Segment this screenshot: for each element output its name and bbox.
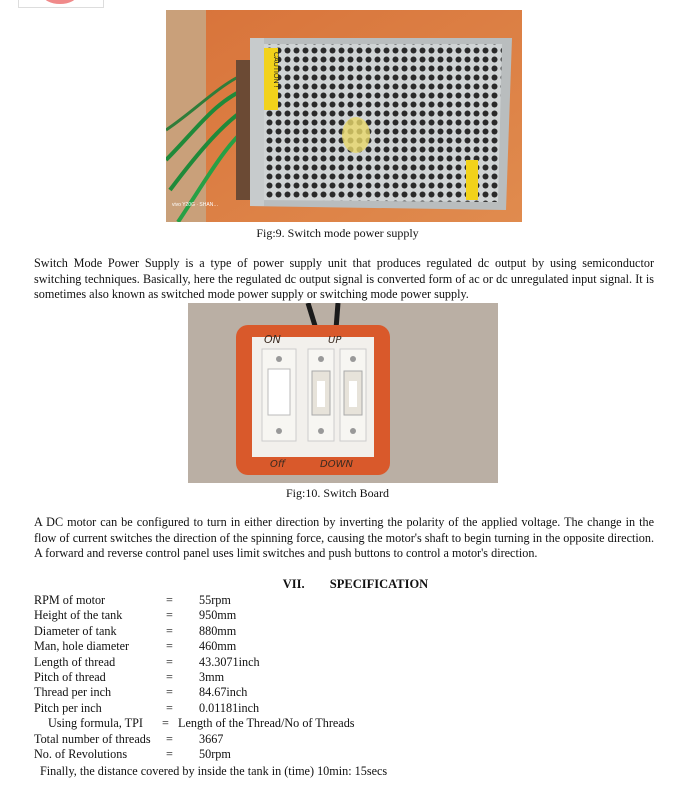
- figure-9-caption: Fig:9. Switch mode power supply: [256, 226, 419, 240]
- spec-row: [34, 639, 634, 654]
- spec-value: 880mm: [199, 623, 237, 638]
- spec-row: [34, 608, 634, 623]
- svg-text:Off: Off: [270, 459, 286, 470]
- previous-figure-fragment: [18, 0, 104, 8]
- spec-label: Pitch of thread: [34, 669, 106, 684]
- spec-separator: =: [166, 654, 173, 669]
- spec-row: [34, 624, 634, 639]
- spec-separator: =: [166, 685, 173, 700]
- figure-10-caption: Fig:10. Switch Board: [285, 486, 389, 500]
- spec-value: 84.67inch: [199, 685, 248, 700]
- spec-row: [34, 747, 634, 762]
- spec-separator: =: [166, 608, 173, 623]
- spec-label: RPM of motor: [34, 593, 106, 607]
- spec-label: Man, hole diameter: [34, 639, 130, 654]
- spec-label: Thread per inch: [34, 685, 112, 700]
- spec-label: Diameter of tank: [34, 623, 117, 638]
- spec-separator: =: [166, 639, 173, 654]
- spec-label: No. of Revolutions: [34, 746, 128, 761]
- final-statement: Finally, the distance covered by inside the tank in (time) 10min: 15secs: [40, 764, 388, 778]
- section-title: SPECIFICATION: [329, 577, 429, 591]
- spec-value: 3667: [199, 731, 224, 746]
- paragraph-smps: Switch Mode Power Supply is a type of power supply unit that produces regulated dc output by using semiconductor switching techniques. Basically, here the regulated dc output signal is converted form of ac or dc unregulated input signal. It is sometimes also known as switched mode power supply or switching mode power supply.: [34, 256, 654, 301]
- section-number: VII.: [282, 577, 305, 591]
- section-heading: [0, 577, 675, 592]
- spec-value: 460mm: [199, 639, 237, 654]
- spec-separator: =: [166, 731, 173, 746]
- spec-separator: =: [162, 716, 169, 731]
- spec-value: 50rpm: [199, 746, 231, 761]
- spec-separator: =: [166, 700, 173, 715]
- svg-text:vivo Y20G · SHAN…: vivo Y20G · SHAN…: [172, 202, 219, 208]
- spec-separator: =: [166, 669, 173, 684]
- spec-row: [34, 732, 634, 747]
- spec-label: Using formula, TPI: [48, 716, 143, 731]
- spec-value: 950mm: [199, 608, 237, 623]
- spec-row: [34, 701, 634, 716]
- spec-row: [34, 670, 634, 685]
- spec-value: 0.01181inch: [199, 700, 260, 715]
- spec-label: Pitch per inch: [34, 700, 102, 715]
- svg-text:DOWN: DOWN: [320, 459, 353, 470]
- spec-value: 3mm: [199, 669, 225, 684]
- spec-value: 55rpm: [199, 593, 231, 607]
- spec-label: Height of the tank: [34, 608, 123, 623]
- spec-row: [34, 593, 634, 608]
- spec-value: 43.3071inch: [199, 654, 260, 669]
- power-supply-photo: [166, 10, 522, 222]
- svg-text:UP: UP: [328, 335, 342, 346]
- specification-list: [34, 593, 634, 762]
- paragraph-dc-motor: A DC motor can be configured to turn in either direction by inverting the polarity of the applied voltage. The change in the flow of current switches the direction of the spinning force, causing the motor's shaft to begin turning in the opposite direction. A forward and reverse control panel uses limit switches and push buttons to control a motor's direction.: [34, 515, 654, 560]
- spec-separator: =: [166, 593, 173, 607]
- spec-separator: =: [166, 623, 173, 638]
- spec-row-formula: [34, 716, 634, 731]
- spec-separator: =: [166, 746, 173, 761]
- spec-row: [34, 655, 634, 670]
- spec-label: Total number of threads: [34, 731, 151, 746]
- spec-row: [34, 685, 634, 700]
- caution-label-text: CAUTION !: [272, 52, 279, 88]
- spec-label: Length of thread: [34, 654, 116, 669]
- spec-value: Length of the Thread/No of Threads: [178, 716, 355, 731]
- svg-text:ON: ON: [264, 333, 281, 346]
- switch-board-photo: [188, 303, 498, 483]
